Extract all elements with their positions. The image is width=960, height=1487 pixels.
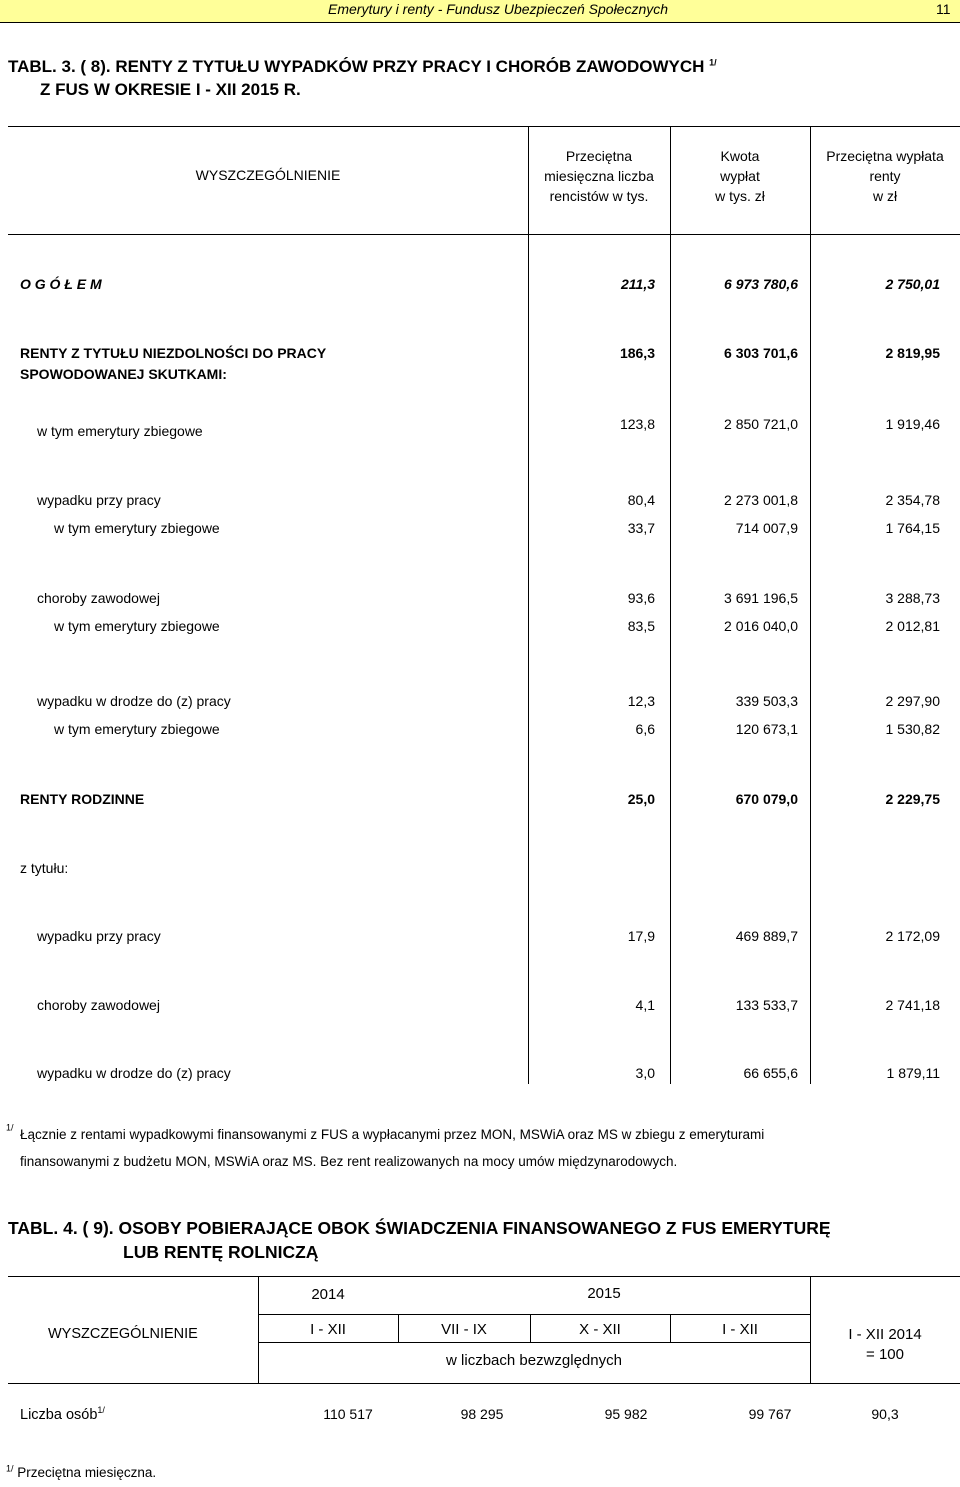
table-cell: 90,3 — [871, 1406, 899, 1422]
table3-header-col2 — [670, 146, 810, 206]
table-cell: 2 354,78 — [885, 492, 940, 508]
table-cell: 123,8 — [619, 416, 655, 432]
table-cell: 339 503,3 — [735, 693, 798, 709]
table-cell: 2 016 040,0 — [724, 618, 798, 634]
table-row-label: wypadku w drodze do (z) pracy — [37, 693, 231, 709]
table-cell: 2 297,90 — [885, 693, 940, 709]
table-row-label: RENTY Z TYTUŁU NIEZDOLNOŚCI DO PRACY — [20, 345, 327, 361]
header-text: Przeciętna — [565, 148, 633, 164]
table3-body-divider — [670, 234, 671, 1084]
table3-header-top-rule — [8, 126, 960, 127]
table4-title-line2: LUB RENTĘ ROLNICZĄ — [123, 1242, 319, 1262]
table3-footnote-line1: Łącznie z rentami wypadkowymi finansowanymi z FUS a wypłacanymi przez MON, MSWiA oraz MS w zbiegu z emeryturami — [20, 1127, 765, 1142]
table-cell: 2 741,18 — [885, 997, 940, 1013]
table-cell: 99 767 — [748, 1406, 792, 1422]
table-cell: 6 303 701,6 — [724, 345, 798, 361]
header-text: wypłat — [720, 168, 760, 184]
table4-rule — [258, 1314, 810, 1315]
header-text: = 100 — [866, 1346, 904, 1363]
table-cell: 4,1 — [635, 997, 655, 1013]
table-cell: 110 517 — [323, 1406, 373, 1422]
table-cell: 2 012,81 — [885, 618, 940, 634]
table-row-label: w tym emerytury zbiegowe — [54, 618, 220, 634]
header-text: I - XII 2014 — [848, 1326, 922, 1343]
table4-header-period: VII - IX — [441, 1321, 487, 1338]
table-row-label: wypadku przy pracy — [37, 928, 161, 944]
table4-header-period: I - XII — [722, 1321, 758, 1338]
table-cell: 1 530,82 — [885, 721, 940, 737]
table4-header-unit: w liczbach bezwzględnych — [446, 1352, 622, 1369]
header-text: miesięczna liczba — [544, 168, 654, 184]
table-row-label: RENTY RODZINNE — [20, 791, 145, 807]
table-cell: 93,6 — [627, 590, 655, 606]
table-cell: 17,9 — [627, 928, 655, 944]
table-row-label: w tym emerytury zbiegowe — [37, 423, 203, 439]
table3-header-label: WYSZCZEGÓLNIENIE — [195, 167, 341, 183]
table-row-label: w tym emerytury zbiegowe — [54, 520, 220, 536]
table-cell: 1 879,11 — [886, 1065, 940, 1081]
table4-row-label — [20, 1407, 105, 1423]
table-cell: 25,0 — [627, 791, 655, 807]
footnote-marker: 1/ — [6, 1122, 14, 1133]
table-row-label: wypadku przy pracy — [37, 492, 161, 508]
table-cell: 2 229,75 — [885, 791, 940, 807]
table4-footnote — [6, 1465, 156, 1480]
footnote-marker: 1/ — [97, 1405, 105, 1416]
table4-header-period: I - XII — [310, 1321, 346, 1338]
table-cell: 3,0 — [635, 1065, 655, 1081]
table4-title-line1: TABL. 4. ( 9). OSOBY POBIERAJĄCE OBOK ŚWIADCZENIA FINANSOWANEGO Z FUS EMERYTURĘ — [8, 1218, 831, 1238]
header-text: w tys. zł — [715, 188, 765, 204]
table-cell: 95 982 — [604, 1406, 648, 1422]
page-header — [0, 0, 960, 23]
table4-header-period: X - XII — [579, 1321, 621, 1338]
table-cell: 6,6 — [635, 721, 655, 737]
table-cell: 33,7 — [627, 520, 655, 536]
table-row-label: choroby zawodowej — [37, 997, 160, 1013]
table-cell: 3 288,73 — [885, 590, 940, 606]
table4-rule — [258, 1342, 810, 1343]
table-cell: 83,5 — [627, 618, 655, 634]
table-cell: 12,3 — [627, 693, 655, 709]
table4-header-bottom-rule — [8, 1383, 960, 1384]
table3-title — [8, 57, 717, 77]
table-cell: 6 973 780,6 — [724, 276, 798, 292]
table-row-label: w tym emerytury zbiegowe — [54, 721, 220, 737]
table3-header-col1 — [528, 146, 670, 206]
table-cell: 133 533,7 — [735, 997, 798, 1013]
table-cell: 66 655,6 — [743, 1065, 798, 1081]
table-cell: 2 819,95 — [885, 345, 940, 361]
table-cell: 1 919,46 — [885, 416, 940, 432]
table-cell: 3 691 196,5 — [724, 590, 798, 606]
table-row-label: SPOWODOWANEJ SKUTKAMI: — [20, 366, 227, 382]
footnote-text: Przeciętna miesięczna. — [17, 1465, 157, 1480]
table4-top-rule — [8, 1276, 960, 1277]
table-cell: 2 750,01 — [885, 276, 940, 292]
table-row-label: choroby zawodowej — [37, 590, 160, 606]
header-text: Przeciętna wypłata — [826, 148, 944, 164]
page-header-title: Emerytury i renty - Fundusz Ubezpieczeń Społecznych — [328, 1, 669, 17]
table-cell: 469 889,7 — [735, 928, 798, 944]
row-label-text: Liczba osób — [20, 1407, 98, 1423]
header-text: rencistów w tys. — [549, 188, 649, 204]
header-text: renty — [869, 168, 901, 184]
header-text: w zł — [872, 188, 898, 204]
table3-body-divider — [810, 234, 811, 1084]
table-cell: 2 850 721,0 — [724, 416, 798, 432]
footnote-marker: 1/ — [6, 1463, 14, 1474]
table3-header-bottom-rule — [8, 234, 960, 235]
table4-header-year-2014: 2014 — [311, 1286, 345, 1303]
table3-title-line2: Z FUS W OKRESIE I - XII 2015 R. — [40, 80, 301, 99]
table4-header-label: WYSZCZEGÓLNIENIE — [48, 1326, 198, 1342]
table-cell: 2 273 001,8 — [724, 492, 798, 508]
table4-header-year-2015: 2015 — [587, 1285, 621, 1302]
table-cell: 714 007,9 — [735, 520, 798, 536]
table-cell: 670 079,0 — [735, 791, 798, 807]
table-cell: 98 295 — [460, 1406, 504, 1422]
table-cell: 1 764,15 — [885, 520, 940, 536]
table-cell: 80,4 — [627, 492, 655, 508]
table-cell: 2 172,09 — [885, 928, 940, 944]
table3-title-sup: 1/ — [709, 57, 717, 68]
table3-title-line1: TABL. 3. ( 8). RENTY Z TYTUŁU WYPADKÓW PRZY PRACY I CHORÓB ZAWODOWYCH — [8, 57, 705, 76]
table3-body-divider — [528, 234, 529, 1084]
table3-header-col3 — [810, 146, 960, 206]
table4-header-index — [810, 1325, 960, 1365]
table3-footnote-sup — [6, 1124, 14, 1139]
table-row-label-total: O G Ó Ł E M — [20, 276, 102, 292]
table-cell: 120 673,1 — [735, 721, 798, 737]
table-cell: 186,3 — [619, 345, 655, 361]
page-number: 11 — [936, 1, 951, 17]
table-row-label: z tytułu: — [20, 860, 69, 876]
header-text: Kwota — [720, 148, 760, 164]
table-row-label: wypadku w drodze do (z) pracy — [37, 1065, 231, 1081]
table-cell: 211,3 — [621, 276, 655, 292]
table3-footnote-line2: finansowanymi z budżetu MON, MSWiA oraz MS. Bez rent realizowanych na mocy umów międzynarodowych. — [20, 1154, 678, 1169]
